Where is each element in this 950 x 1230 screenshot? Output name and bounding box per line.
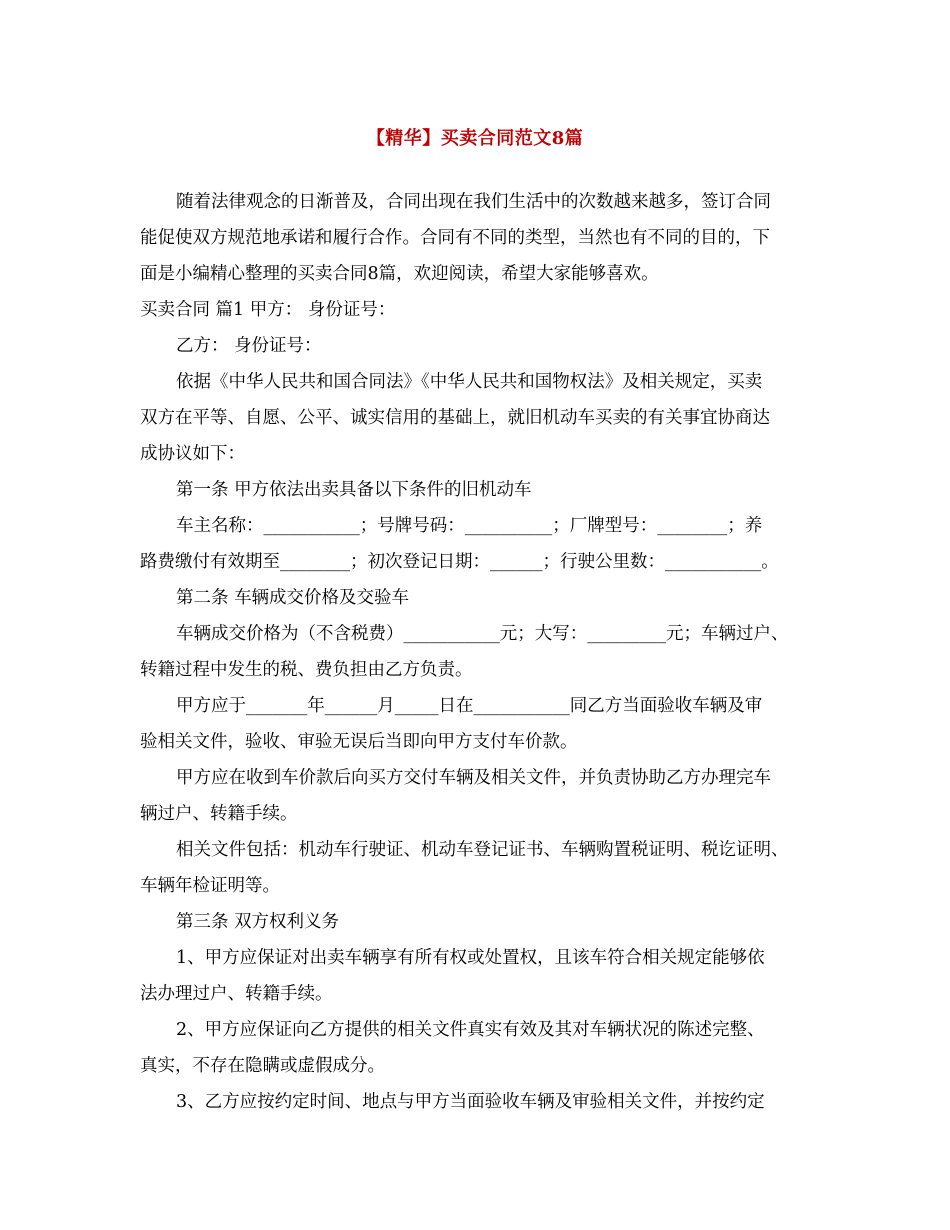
document-title: 【精华】买卖合同范文8篇 <box>366 128 584 149</box>
delivery-line-2: 验相关文件，验收、审验无误后当即向甲方支付车价款。 <box>140 732 578 752</box>
transfer-line-1: 甲方应在收到车价款后向买方交付车辆及相关文件，并负责协助乙方办理完车 <box>176 768 771 788</box>
article-1-heading: 第一条 甲方依法出卖具备以下条件的旧机动车 <box>176 480 532 500</box>
basis-line-2: 双方在平等、自愿、公平、诚实信用的基础上，就旧机动车买卖的有关事宜协商达 <box>140 408 770 428</box>
transfer-line-2: 辆过户、转籍手续。 <box>140 804 298 824</box>
vehicle-info-line-2: 路费缴付有效期至________；初次登记日期：______；行驶公里数：___________。 <box>140 552 779 572</box>
duty-2-line-2: 真实，不存在隐瞒或虚假成分。 <box>140 1056 385 1076</box>
documents-line-2: 车辆年检证明等。 <box>140 876 280 896</box>
duty-3-line-1: 3、乙方应按约定时间、地点与甲方当面验收车辆及审验相关文件，并按约定 <box>176 1092 765 1112</box>
article-2-heading: 第二条 车辆成交价格及交验车 <box>176 588 410 608</box>
basis-line-1: 依据《中华人民共和国合同法》《中华人民共和国物权法》及相关规定，买卖 <box>176 372 763 392</box>
duty-2-line-1: 2、甲方应保证向乙方提供的相关文件真实有效及其对车辆状况的陈述完整、 <box>176 1020 765 1040</box>
party-b-line: 乙方： 身份证号： <box>176 336 322 356</box>
article-3-heading: 第三条 双方权利义务 <box>176 912 340 932</box>
duty-1-line-1: 1、甲方应保证对出卖车辆享有所有权或处置权，且该车符合相关规定能够依 <box>176 948 765 968</box>
delivery-line-1: 甲方应于_______年______月_____日在___________同乙方当面验收车辆及审 <box>176 696 763 716</box>
documents-line-1: 相关文件包括：机动车行驶证、机动车登记证书、车辆购置税证明、税讫证明、 <box>176 840 789 860</box>
price-line-1: 车辆成交价格为（不含税费）___________元；大写：_________元；车辆过户、 <box>176 624 789 644</box>
basis-line-3: 成协议如下： <box>140 444 245 464</box>
vehicle-info-line-1: 车主名称：___________；号牌号码：__________；厂牌型号：________；养 <box>176 516 763 536</box>
price-line-2: 转籍过程中发生的税、费负担由乙方负责。 <box>140 660 473 680</box>
intro-line-3: 面是小编精心整理的买卖合同8篇，欢迎阅读，希望大家能够喜欢。 <box>140 264 659 284</box>
contract-heading: 买卖合同 篇1 甲方： 身份证号： <box>140 300 396 320</box>
intro-line-2: 能促使双方规范地承诺和履行合作。合同有不同的类型，当然也有不同的目的，下 <box>140 228 770 248</box>
intro-line-1: 随着法律观念的日渐普及，合同出现在我们生活中的次数越来越多，签订合同 <box>176 192 771 212</box>
duty-1-line-2: 法办理过户、转籍手续。 <box>140 984 333 1004</box>
